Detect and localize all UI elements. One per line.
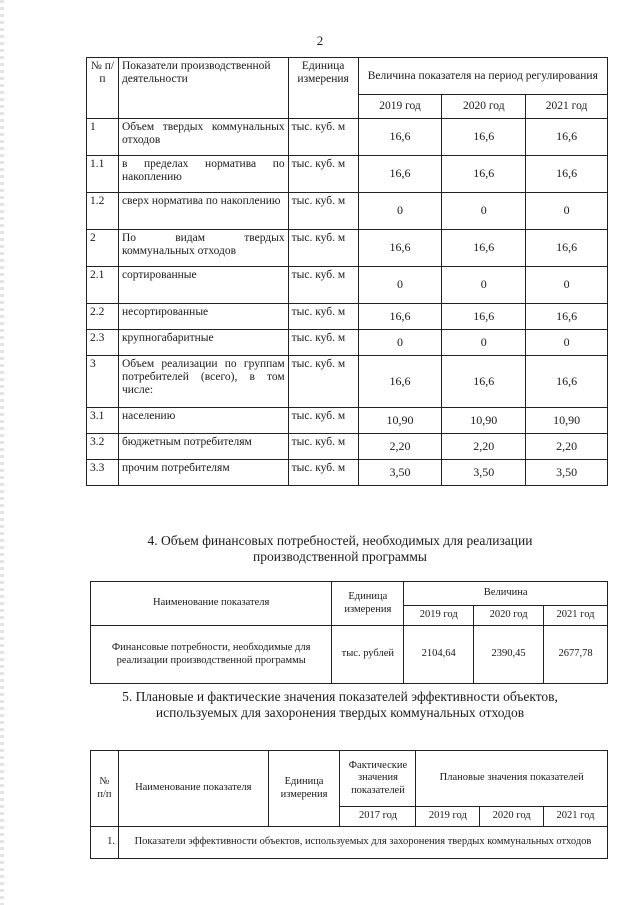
row-num: 3.3: [87, 460, 119, 486]
row-num: 1.2: [87, 193, 119, 230]
row-indicator: крупногабаритные: [118, 330, 288, 356]
section5-heading: 5. Плановые и фактические значения показателей эффективности объектов, используемых для захоронения твердых коммунальных отходов: [122, 689, 558, 721]
table-row: [87, 356, 608, 408]
header-year: 2019 год: [358, 95, 442, 119]
table-row: [87, 193, 608, 230]
row-value: 16,6: [358, 156, 442, 193]
row-value: 10,90: [442, 408, 526, 434]
row-value: 16,6: [442, 356, 526, 408]
row-unit: тыс. куб. м: [288, 330, 358, 356]
financial-needs-name: Финансовые потребности, необходимые для реализации производственной программы: [91, 626, 332, 684]
financial-needs-value: 2104,64: [404, 626, 474, 684]
row-indicator: сортированные: [118, 267, 288, 304]
row-value: 16,6: [442, 304, 526, 330]
row-value: 0: [358, 330, 442, 356]
row-num: 1.1: [87, 156, 119, 193]
row-num: 3.2: [87, 434, 119, 460]
row-indicator: сверх норматива по накоплению: [118, 193, 288, 230]
row-num: 3: [87, 356, 119, 408]
row-value: 0: [442, 267, 526, 304]
table-row: [87, 230, 608, 267]
efficiency-group-title: Показатели эффективности объектов, используемых для захоронения твердых коммунальных отходов: [118, 827, 607, 859]
row-value: 16,6: [358, 230, 442, 267]
row-indicator: бюджетным потребителям: [118, 434, 288, 460]
row-value: 16,6: [442, 119, 526, 156]
row-value: 0: [526, 330, 608, 356]
header-fact-year: 2017 год: [340, 807, 416, 827]
row-value: 16,6: [526, 119, 608, 156]
row-value: 16,6: [526, 304, 608, 330]
row-num: 3.1: [87, 408, 119, 434]
row-value: 3,50: [442, 460, 526, 486]
row-value: 16,6: [442, 156, 526, 193]
row-value: 16,6: [358, 304, 442, 330]
row-value: 10,90: [358, 408, 442, 434]
financial-needs-value: 2677,78: [544, 626, 608, 684]
header-fact-values: Фактические значения показателей: [340, 751, 416, 807]
row-num: 2.2: [87, 304, 119, 330]
row-value: 2,20: [442, 434, 526, 460]
table-row: [87, 119, 608, 156]
table-row: [87, 156, 608, 193]
row-indicator: Объем твердых коммунальных отходов: [118, 119, 288, 156]
row-value: 16,6: [526, 356, 608, 408]
header-year: 2021 год: [544, 807, 608, 827]
row-num: 1: [87, 119, 119, 156]
row-unit: тыс. куб. м: [288, 356, 358, 408]
row-indicator: населению: [118, 408, 288, 434]
row-unit: тыс. куб. м: [288, 304, 358, 330]
header-num: № п/п: [87, 58, 119, 119]
table-row: [87, 330, 608, 356]
row-value: 16,6: [526, 230, 608, 267]
row-num: 2.1: [87, 267, 119, 304]
financial-needs-unit: тыс. рублей: [332, 626, 404, 684]
row-value: 10,90: [526, 408, 608, 434]
header-value: Величина: [404, 582, 608, 606]
row-unit: тыс. куб. м: [288, 434, 358, 460]
header-plan-values: Плановые значения показателей: [416, 751, 608, 807]
production-indicators-table: [86, 57, 608, 486]
row-indicator: несортированные: [118, 304, 288, 330]
section4-heading: 4. Объем финансовых потребностей, необходимых для реализации производственной программы: [147, 533, 533, 565]
row-value: 16,6: [442, 230, 526, 267]
row-value: 0: [526, 267, 608, 304]
row-value: 16,6: [358, 119, 442, 156]
row-value: 16,6: [526, 156, 608, 193]
row-num: 1.: [91, 827, 119, 859]
row-unit: тыс. куб. м: [288, 193, 358, 230]
row-indicator: в пределах норматива по накоплению: [118, 156, 288, 193]
page-number: 2: [316, 33, 324, 48]
row-unit: тыс. куб. м: [288, 267, 358, 304]
header-year: 2020 год: [480, 807, 544, 827]
row-unit: тыс. куб. м: [288, 230, 358, 267]
row-value: 16,6: [358, 356, 442, 408]
financial-needs-value: 2390,45: [474, 626, 544, 684]
row-unit: тыс. куб. м: [288, 460, 358, 486]
row-value: 2,20: [526, 434, 608, 460]
row-value: 0: [526, 193, 608, 230]
row-value: 2,20: [358, 434, 442, 460]
header-year: 2019 год: [416, 807, 480, 827]
header-unit: Единица измерения: [268, 751, 340, 827]
header-year: 2021 год: [544, 606, 608, 626]
header-indicator: Показатели производственной деятельности: [118, 58, 288, 119]
row-value: 3,50: [526, 460, 608, 486]
efficiency-indicators-table: [90, 750, 608, 859]
financial-needs-table: [90, 581, 608, 684]
row-indicator: Объем реализации по группам потребителей (всего), в том числе:: [118, 356, 288, 408]
table-row: [87, 434, 608, 460]
header-value-period: Величина показателя на период регулирования: [358, 58, 607, 95]
row-num: 2.3: [87, 330, 119, 356]
header-unit: Единица измерения: [288, 58, 358, 119]
row-value: 3,50: [358, 460, 442, 486]
header-indicator-name: Наименование показателя: [118, 751, 268, 827]
header-year: 2020 год: [442, 95, 526, 119]
row-unit: тыс. куб. м: [288, 156, 358, 193]
header-year: 2020 год: [474, 606, 544, 626]
header-indicator-name: Наименование показателя: [91, 582, 332, 626]
header-num: № п/п: [91, 751, 119, 827]
row-unit: тыс. куб. м: [288, 119, 358, 156]
row-value: 0: [442, 330, 526, 356]
row-unit: тыс. куб. м: [288, 408, 358, 434]
header-unit: Единица измерения: [332, 582, 404, 626]
row-indicator: По видам твердых коммунальных отходов: [118, 230, 288, 267]
scan-edge: [0, 0, 4, 905]
table-row: [87, 304, 608, 330]
table-row: [87, 267, 608, 304]
row-value: 0: [442, 193, 526, 230]
table-row: [87, 408, 608, 434]
row-value: 0: [358, 267, 442, 304]
row-num: 2: [87, 230, 119, 267]
header-year: 2021 год: [526, 95, 608, 119]
table-row: [87, 460, 608, 486]
row-value: 0: [358, 193, 442, 230]
header-year: 2019 год: [404, 606, 474, 626]
row-indicator: прочим потребителям: [118, 460, 288, 486]
